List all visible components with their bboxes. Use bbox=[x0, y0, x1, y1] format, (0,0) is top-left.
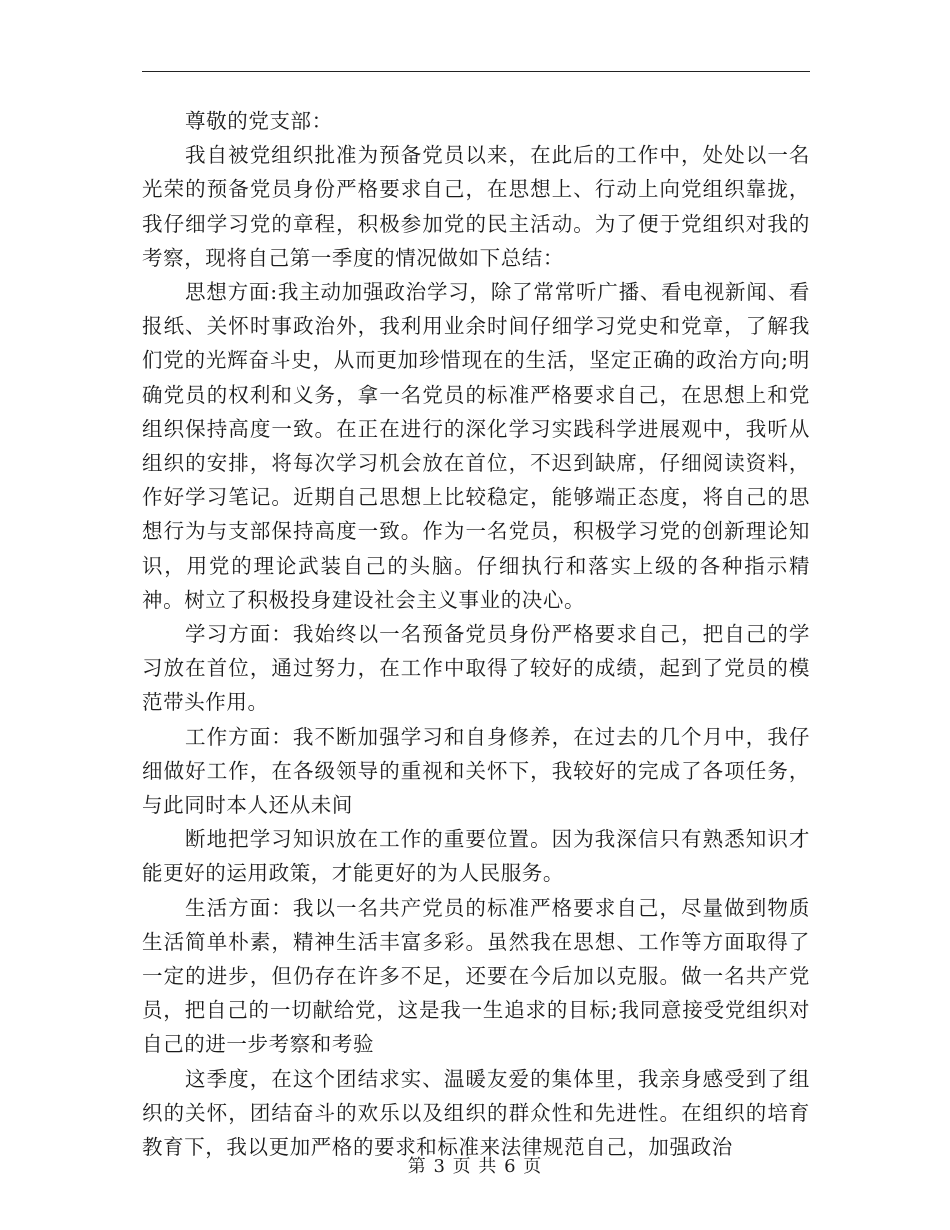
salutation: 尊敬的党支部： bbox=[185, 109, 333, 133]
paragraph-intro: 我自被党组织批准为预备党员以来，在此后的工作中，处处以一名光荣的预备党员身份严格要求自己，在思想上、行动上向党组织靠拢，我仔细学习党的章程，积极参加党的民主活动。为了便于党组织对我的考察，现将自己第一季度的情况做如下总结： bbox=[142, 143, 810, 270]
paragraph-quarter: 这季度，在这个团结求实、温暖友爱的集体里，我亲身感受到了组织的关怀，团结奋斗的欢乐以及组织的群众性和先进性。在组织的培育教育下，我以更加严格的要求和标准来法律规范自己，加强政治 bbox=[142, 1066, 810, 1160]
paragraph-study: 学习方面：我始终以一名预备党员身份严格要求自己，把自己的学习放在首位，通过努力，在工作中取得了较好的成绩，起到了党员的模范带头作用。 bbox=[142, 622, 810, 715]
paragraph-thought: 思想方面:我主动加强政治学习，除了常常听广播、看电视新闻、看报纸、关怀时事政治外，我利用业余时间仔细学习党史和党章，了解我们党的光辉奋斗史，从而更加珍惜现在的生活，坚定正确的政治方向;明确党员的权利和义务，拿一名党员的标准严格要求自己，在思想上和党组织保持高度一致。在正在进行的深化学习实践科学进展观中，我听从组织的安排，将每次学习机会放在首位，不迟到缺席，仔细阅读资料，作好学习笔记。近期自己思想上比较稳定，能够端正态度，将自己的思想行为与支部保持高度一致。作为一名党员，积极学习党的创新理论知识，用党的理论武装自己的头脑。仔细执行和落实上级的各种指示精神。树立了积极投身建设社会主义事业的决心。 bbox=[142, 280, 810, 612]
paragraph-work: 工作方面：我不断加强学习和自身修养，在过去的几个月中，我仔细做好工作，在各级领导的重视和关怀下，我较好的完成了各项任务，与此同时本人还从未间 bbox=[142, 724, 810, 818]
page-number: 第 3 页 共 6 页 bbox=[407, 1156, 543, 1177]
header-rule bbox=[142, 71, 810, 72]
paragraph-work-continued: 断地把学习知识放在工作的重要位置。因为我深信只有熟悉知识才能更好的运用政策，才能更好的为人民服务。 bbox=[142, 827, 810, 886]
paragraph-life: 生活方面：我以一名共产党员的标准严格要求自己，尽量做到物质生活简单朴素，精神生活丰富多彩。虽然我在思想、工作等方面取得了一定的进步，但仍存在许多不足，还要在今后加以克服。做一名共产党员，把自己的一切献给党，这是我一生追求的目标;我同意接受党组织对自己的进一步考察和考验 bbox=[142, 895, 810, 1057]
letter-body bbox=[142, 104, 810, 1164]
